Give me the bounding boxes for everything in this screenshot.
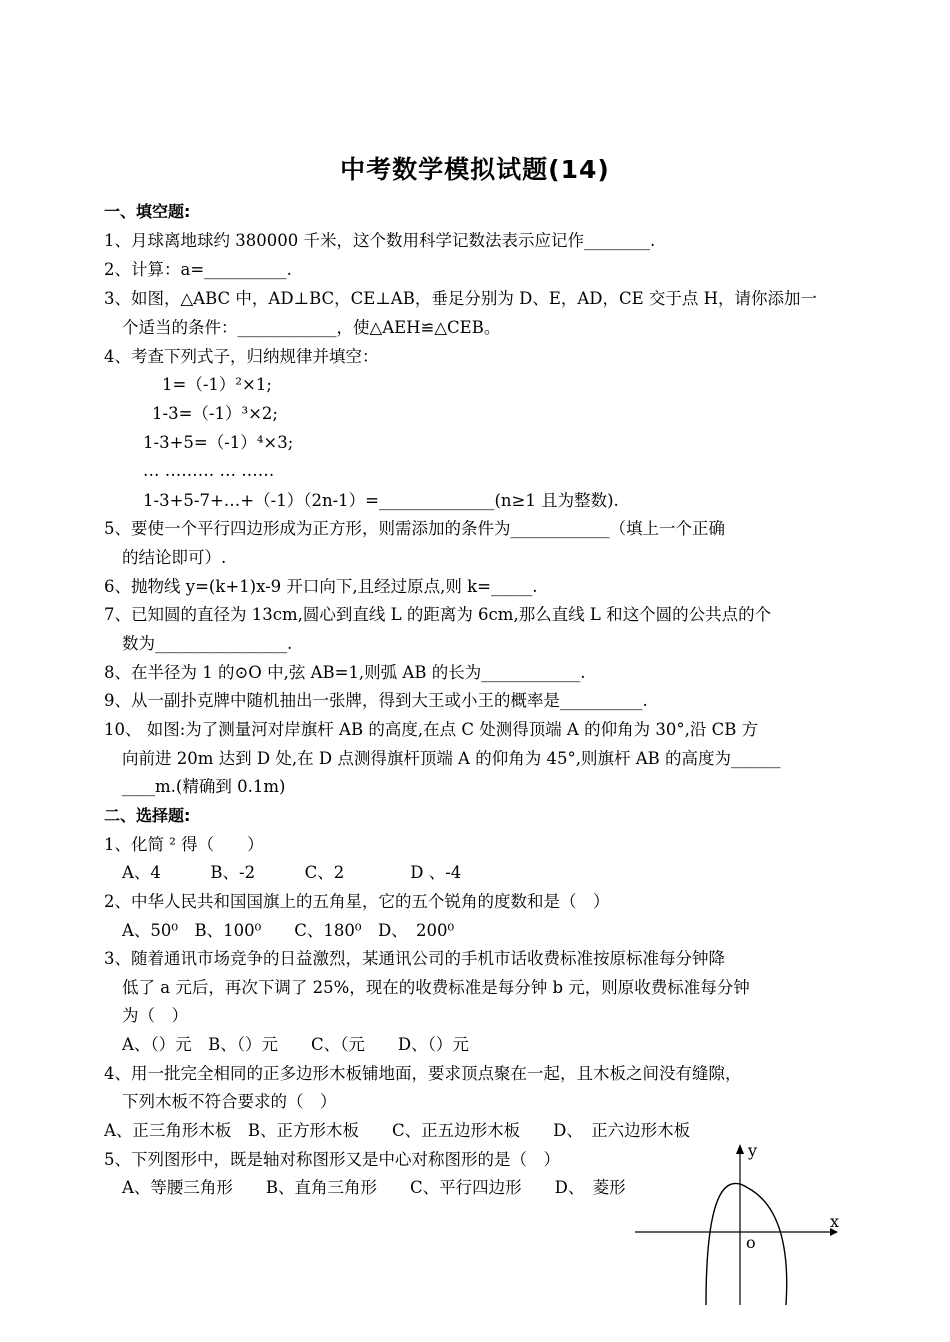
- question-5-line-2: 的结论即可）.: [122, 548, 227, 567]
- choice-1: 1、化简 ² 得（ ）: [104, 835, 264, 854]
- question-4-formula-1: 1=（-1）²×1;: [162, 375, 272, 394]
- question-4-ellipsis: … ……… … ……: [143, 461, 275, 480]
- question-7-line-2: 数为________________.: [122, 634, 293, 653]
- question-1: 1、月球离地球约 380000 千米，这个数用科学记数法表示应记作________.: [104, 231, 656, 250]
- choice-4-line-1: 4、用一批完全相同的正多边形木板铺地面，要求顶点聚在一起，且木板之间没有缝隙，: [104, 1064, 742, 1083]
- question-4-formula-2: 1-3=（-1）³×2;: [152, 404, 278, 423]
- question-3-line-1: 3、如图，△ABC 中，AD⊥BC，CE⊥AB，垂足分别为 D、E，AD，CE 交于点 H，请你添加一: [104, 289, 818, 308]
- question-3-line-2: 个适当的条件：____________，使△AEH≌△CEB。: [122, 318, 501, 337]
- question-9: 9、从一副扑克牌中随机抽出一张牌，得到大王或小王的概率是__________.: [104, 691, 648, 710]
- question-10-line-3: ____m.(精确到 0.1m): [122, 777, 286, 796]
- question-5-line-1: 5、要使一个平行四边形成为正方形，则需添加的条件为____________（填上一个正确: [104, 519, 725, 538]
- choice-3-line-2: 低了 a 元后，再次下调了 25%，现在的收费标准是每分钟 b 元，则原收费标准每分钟: [122, 978, 750, 997]
- y-axis-arrow: [736, 1144, 744, 1154]
- choice-5-options: A、等腰三角形 B、直角三角形 C、平行四边形 D、 菱形: [122, 1178, 626, 1197]
- question-4-formula-3: 1-3+5=（-1）⁴×3;: [143, 433, 294, 452]
- choice-4-options: A、正三角形木板 B、正方形木板 C、正五边形木板 D、 正六边形木板: [104, 1121, 691, 1140]
- choice-4-line-2: 下列木板不符合要求的（ ）: [122, 1092, 337, 1111]
- question-8: 8、在半径为 1 的⊙O 中,弦 AB=1,则弧 AB 的长为____________.: [104, 663, 586, 682]
- question-6: 6、抛物线 y=(k+1)x-9 开口向下,且经过原点,则 k=_____.: [104, 577, 538, 596]
- x-axis-label: x: [830, 1212, 840, 1231]
- origin-label: o: [746, 1233, 756, 1252]
- parabola-graph: [630, 1140, 845, 1310]
- question-4-formula-n: 1-3+5-7+…+（-1）（2n-1）=______________(n≥1 且为整数).: [143, 491, 619, 510]
- choice-2-options: A、50⁰ B、100⁰ C、180⁰ D、 200⁰: [122, 921, 455, 940]
- question-7-line-1: 7、已知圆的直径为 13cm,圆心到直线 L 的距离为 6cm,那么直线 L 和这个圆的公共点的个: [104, 605, 772, 624]
- choice-3-line-1: 3、随着通讯市场竞争的日益激烈，某通讯公司的手机市话收费标准按原标准每分钟降: [104, 949, 725, 968]
- question-4-line-1: 4、考查下列式子，归纳规律并填空：: [104, 347, 379, 366]
- section-choice-heading: 二、选择题:: [104, 806, 191, 825]
- choice-3-line-3: 为（ ）: [122, 1006, 188, 1025]
- section-fill-blank-heading: 一、填空题:: [104, 202, 191, 221]
- choice-2: 2、中华人民共和国国旗上的五角星，它的五个锐角的度数和是（ ）: [104, 892, 610, 911]
- choice-1-options: A、4 B、-2 C、2 D 、-4: [122, 863, 462, 882]
- choice-5: 5、下列图形中，既是轴对称图形又是中心对称图形的是（ ）: [104, 1150, 560, 1169]
- y-axis-label: y: [748, 1141, 758, 1160]
- question-10-line-1: 10、 如图:为了测量河对岸旗杆 AB 的高度,在点 C 处测得顶端 A 的仰角为 30°,沿 CB 方: [104, 720, 759, 739]
- question-10-line-2: 向前进 20m 达到 D 处,在 D 点测得旗杆顶端 A 的仰角为 45°,则旗杆 AB 的高度为______: [122, 749, 781, 768]
- choice-3-options: A、（）元 B、（）元 C、（元 D、（）元: [122, 1035, 469, 1054]
- question-2: 2、计算：a=__________.: [104, 260, 292, 279]
- page-title: 中考数学模拟试题(14): [340, 155, 610, 184]
